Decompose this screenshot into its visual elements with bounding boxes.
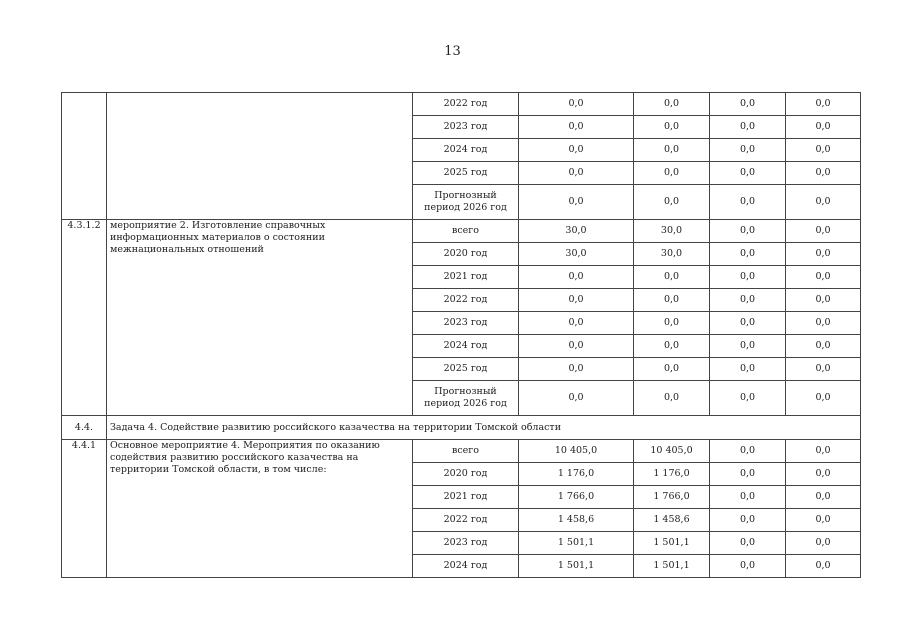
amount-cell: 0,0 <box>519 266 634 289</box>
amount-cell: 0,0 <box>710 463 786 486</box>
amount-cell: 0,0 <box>786 358 861 381</box>
item-description <box>107 93 413 220</box>
table-row <box>62 220 861 243</box>
amount-cell: 0,0 <box>710 486 786 509</box>
amount-cell: 1 458,6 <box>634 509 710 532</box>
amount-cell: 0,0 <box>519 162 634 185</box>
item-description: мероприятие 2. Изготовление справочных информационных материалов о состоянии межнациональных отношений <box>107 220 413 416</box>
amount-cell: 0,0 <box>710 555 786 578</box>
amount-cell: 0,0 <box>519 289 634 312</box>
period-cell: 2023 год <box>413 116 519 139</box>
amount-cell: 0,0 <box>786 555 861 578</box>
amount-cell: 0,0 <box>519 312 634 335</box>
amount-cell: 0,0 <box>519 116 634 139</box>
amount-cell: 0,0 <box>634 185 710 220</box>
period-cell: 2022 год <box>413 509 519 532</box>
amount-cell: 0,0 <box>710 440 786 463</box>
amount-cell: 0,0 <box>710 93 786 116</box>
amount-cell: 0,0 <box>634 358 710 381</box>
amount-cell: 0,0 <box>519 93 634 116</box>
amount-cell: 0,0 <box>710 335 786 358</box>
amount-cell: 1 501,1 <box>634 555 710 578</box>
period-cell: 2022 год <box>413 289 519 312</box>
period-cell: всего <box>413 440 519 463</box>
amount-cell: 0,0 <box>710 312 786 335</box>
amount-cell: 0,0 <box>634 335 710 358</box>
amount-cell: 30,0 <box>634 243 710 266</box>
period-cell: 2024 год <box>413 335 519 358</box>
period-cell: 2025 год <box>413 162 519 185</box>
amount-cell: 0,0 <box>786 335 861 358</box>
amount-cell: 0,0 <box>786 185 861 220</box>
period-cell: 2020 год <box>413 463 519 486</box>
amount-cell: 0,0 <box>519 335 634 358</box>
amount-cell: 0,0 <box>710 185 786 220</box>
amount-cell: 0,0 <box>786 463 861 486</box>
amount-cell: 0,0 <box>786 139 861 162</box>
page-number: 13 <box>444 44 461 59</box>
period-cell: 2021 год <box>413 266 519 289</box>
amount-cell: 0,0 <box>786 509 861 532</box>
amount-cell: 0,0 <box>786 93 861 116</box>
amount-cell: 0,0 <box>634 139 710 162</box>
amount-cell: 0,0 <box>786 243 861 266</box>
amount-cell: 0,0 <box>786 381 861 416</box>
task-title: Задача 4. Содействие развитию российского казачества на территории Томской области <box>107 416 861 440</box>
task-row <box>62 416 861 440</box>
item-number: 4.3.1.2 <box>62 220 107 416</box>
amount-cell: 0,0 <box>710 243 786 266</box>
amount-cell: 1 176,0 <box>634 463 710 486</box>
amount-cell: 30,0 <box>634 220 710 243</box>
amount-cell: 0,0 <box>519 139 634 162</box>
amount-cell: 1 766,0 <box>634 486 710 509</box>
amount-cell: 1 501,1 <box>519 555 634 578</box>
period-cell: 2025 год <box>413 358 519 381</box>
amount-cell: 0,0 <box>710 139 786 162</box>
budget-table <box>61 92 861 578</box>
amount-cell: 0,0 <box>634 162 710 185</box>
amount-cell: 0,0 <box>786 486 861 509</box>
period-cell: 2024 год <box>413 139 519 162</box>
period-cell: Прогнозный период 2026 год <box>413 185 519 220</box>
amount-cell: 0,0 <box>786 440 861 463</box>
amount-cell: 0,0 <box>634 381 710 416</box>
table-row <box>62 93 861 116</box>
period-cell: всего <box>413 220 519 243</box>
item-number <box>62 93 107 220</box>
amount-cell: 1 501,1 <box>519 532 634 555</box>
period-cell: 2024 год <box>413 555 519 578</box>
amount-cell: 0,0 <box>519 185 634 220</box>
amount-cell: 0,0 <box>786 220 861 243</box>
amount-cell: 10 405,0 <box>634 440 710 463</box>
period-cell: Прогнозный период 2026 год <box>413 381 519 416</box>
amount-cell: 0,0 <box>710 532 786 555</box>
amount-cell: 0,0 <box>634 93 710 116</box>
amount-cell: 0,0 <box>786 289 861 312</box>
item-number: 4.4.1 <box>62 440 107 578</box>
period-cell: 2022 год <box>413 93 519 116</box>
amount-cell: 0,0 <box>786 266 861 289</box>
amount-cell: 1 501,1 <box>634 532 710 555</box>
amount-cell: 0,0 <box>710 509 786 532</box>
amount-cell: 0,0 <box>786 312 861 335</box>
amount-cell: 30,0 <box>519 220 634 243</box>
amount-cell: 1 176,0 <box>519 463 634 486</box>
amount-cell: 10 405,0 <box>519 440 634 463</box>
amount-cell: 30,0 <box>519 243 634 266</box>
amount-cell: 0,0 <box>786 116 861 139</box>
amount-cell: 0,0 <box>634 312 710 335</box>
period-cell: 2023 год <box>413 532 519 555</box>
amount-cell: 0,0 <box>710 162 786 185</box>
amount-cell: 1 766,0 <box>519 486 634 509</box>
amount-cell: 0,0 <box>710 220 786 243</box>
amount-cell: 0,0 <box>786 532 861 555</box>
task-number: 4.4. <box>62 416 107 440</box>
period-cell: 2020 год <box>413 243 519 266</box>
amount-cell: 0,0 <box>710 116 786 139</box>
amount-cell: 0,0 <box>710 381 786 416</box>
amount-cell: 1 458,6 <box>519 509 634 532</box>
amount-cell: 0,0 <box>519 381 634 416</box>
amount-cell: 0,0 <box>519 358 634 381</box>
item-description: Основное мероприятие 4. Мероприятия по оказанию содействия развитию российского казачества на территории Томской области, в том числе: <box>107 440 413 578</box>
amount-cell: 0,0 <box>634 266 710 289</box>
amount-cell: 0,0 <box>786 162 861 185</box>
amount-cell: 0,0 <box>634 289 710 312</box>
period-cell: 2023 год <box>413 312 519 335</box>
table-row <box>62 440 861 463</box>
amount-cell: 0,0 <box>634 116 710 139</box>
period-cell: 2021 год <box>413 486 519 509</box>
amount-cell: 0,0 <box>710 358 786 381</box>
amount-cell: 0,0 <box>710 266 786 289</box>
amount-cell: 0,0 <box>710 289 786 312</box>
